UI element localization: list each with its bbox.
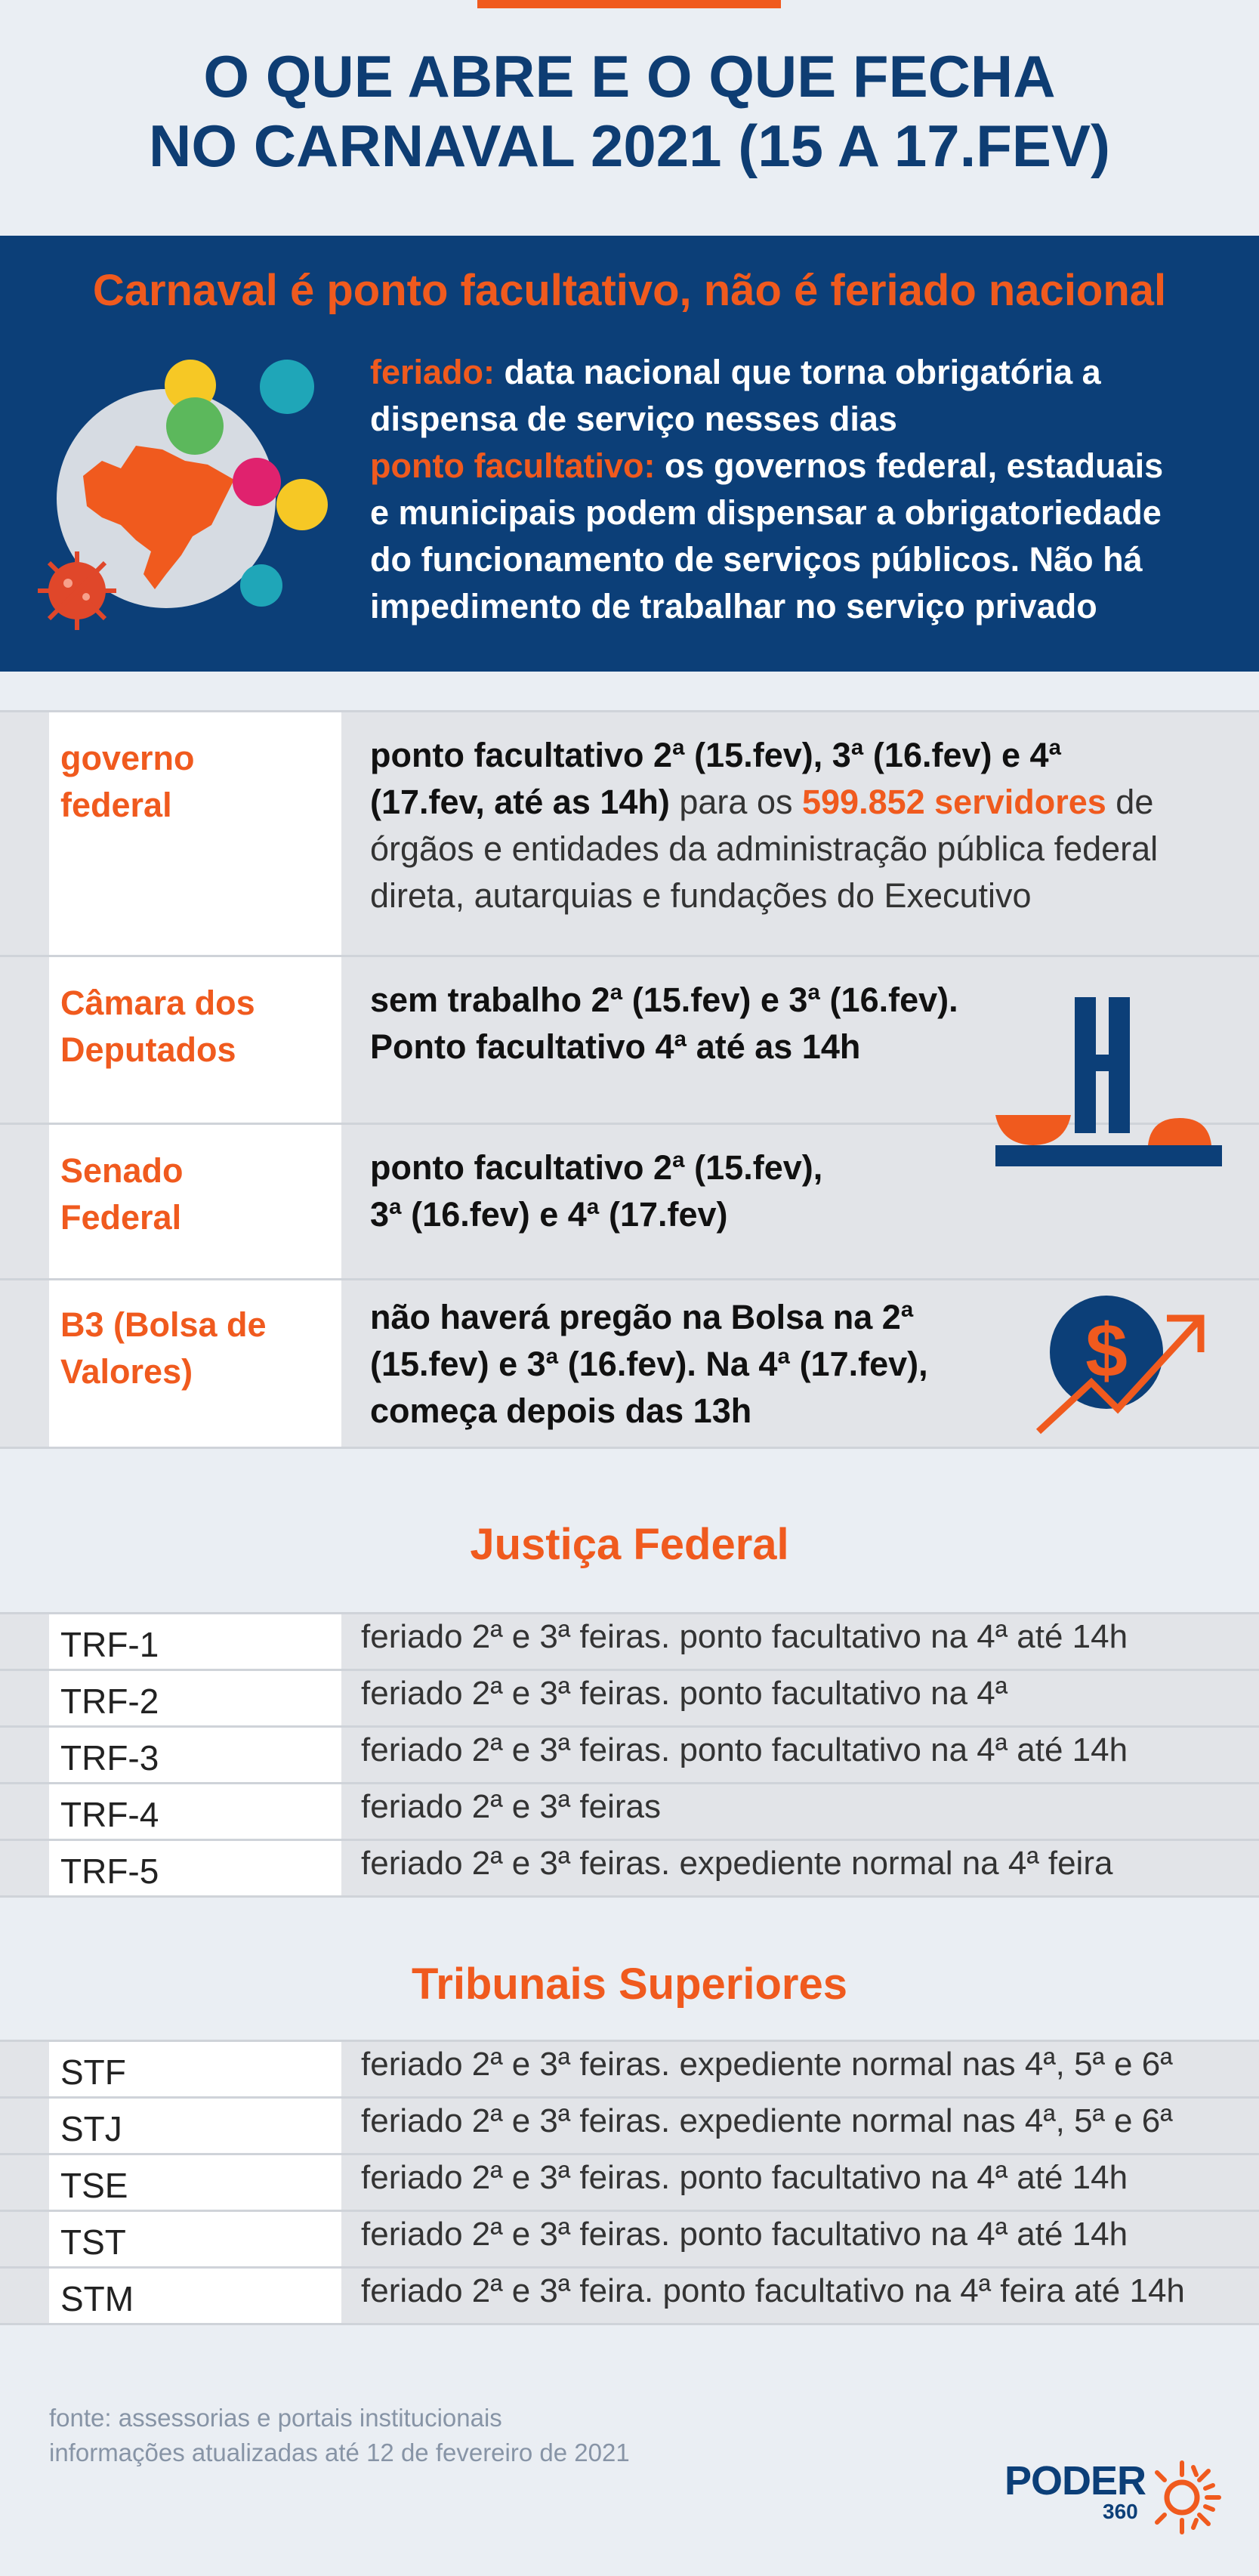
court-description: feriado 2ª e 3ª feiras. expediente normal nas 4ª, 5ª e 6ª bbox=[361, 2046, 1173, 2083]
tribunais-superiores-table bbox=[0, 2040, 1259, 2325]
court-name: TRF-2 bbox=[60, 1682, 159, 1721]
institution-description bbox=[370, 1144, 822, 1238]
court-row bbox=[0, 2042, 1259, 2099]
court-description: feriado 2ª e 3ª feiras. expediente normal na 4ª feira bbox=[361, 1845, 1113, 1882]
desc-text: de bbox=[1106, 783, 1154, 821]
justica-federal-table bbox=[0, 1612, 1259, 1898]
dollar-growth-icon bbox=[1031, 1292, 1220, 1443]
label-line: Senado bbox=[60, 1151, 184, 1190]
updated-note: informações atualizadas até 12 de fevereiro de 2021 bbox=[49, 2439, 630, 2466]
court-description: feriado 2ª e 3ª feiras. ponto facultativo na 4ª até 14h bbox=[361, 1618, 1128, 1655]
court-row bbox=[0, 1614, 1259, 1671]
institution-row-governo bbox=[0, 710, 1259, 955]
court-row bbox=[0, 2099, 1259, 2155]
title-line-1: O QUE ABRE E O QUE FECHA bbox=[203, 43, 1056, 110]
court-description: feriado 2ª e 3ª feira. ponto facultativo na 4ª feira até 14h bbox=[361, 2272, 1185, 2309]
desc-line: sem trabalho 2ª (15.fev) e 3ª (16.fev). bbox=[370, 981, 958, 1019]
banner-definitions bbox=[370, 349, 1231, 630]
label-line: Federal bbox=[60, 1198, 182, 1237]
tribunais-superiores-title: Tribunais Superiores bbox=[412, 1960, 847, 2009]
court-description: feriado 2ª e 3ª feiras. ponto facultativo na 4ª até 14h bbox=[361, 1731, 1128, 1768]
institution-label bbox=[60, 1147, 184, 1241]
footer bbox=[49, 2401, 630, 2470]
institution-description bbox=[370, 977, 958, 1070]
page-title bbox=[0, 42, 1259, 181]
court-row bbox=[0, 2212, 1259, 2269]
institution-label bbox=[60, 735, 195, 829]
top-accent-bar bbox=[477, 0, 781, 8]
court-row bbox=[0, 1728, 1259, 1784]
court-row bbox=[0, 2269, 1259, 2325]
desc-line: ponto facultativo 2ª (15.fev), bbox=[370, 1148, 823, 1187]
court-name: TSE bbox=[60, 2166, 128, 2205]
pf-def-3: do funcionamento de serviços públicos. Não há bbox=[370, 540, 1143, 579]
desc-line: não haverá pregão na Bolsa na 2ª bbox=[370, 1298, 914, 1336]
label-line: B3 (Bolsa de bbox=[60, 1305, 267, 1344]
desc-text: para os bbox=[669, 783, 802, 821]
institution-description bbox=[370, 1294, 928, 1435]
institution-description bbox=[370, 732, 1158, 919]
desc-line: Ponto facultativo 4ª até as 14h bbox=[370, 1027, 861, 1066]
desc-line: órgãos e entidades da administração pública federal bbox=[370, 829, 1159, 868]
desc-bold: (17.fev, até as 14h) bbox=[370, 783, 670, 821]
desc-line: 3ª (16.fev) e 4ª (17.fev) bbox=[370, 1195, 728, 1234]
feriado-def-1: data nacional que torna obrigatória a bbox=[495, 353, 1101, 391]
court-row bbox=[0, 1841, 1259, 1898]
pf-def-2: e municipais podem dispensar a obrigatoriedade bbox=[370, 493, 1162, 532]
court-name: STJ bbox=[60, 2109, 122, 2148]
label-line: Câmara dos bbox=[60, 984, 255, 1022]
court-name: STF bbox=[60, 2052, 126, 2092]
poder360-logo bbox=[1004, 2458, 1231, 2541]
sun-logo-icon bbox=[1148, 2460, 1224, 2535]
court-description: feriado 2ª e 3ª feiras bbox=[361, 1788, 662, 1825]
court-name: TST bbox=[60, 2222, 126, 2262]
logo-number: 360 bbox=[1103, 2500, 1138, 2523]
court-name: TRF-1 bbox=[60, 1625, 159, 1664]
label-line: Valores) bbox=[60, 1352, 193, 1391]
court-row bbox=[0, 1671, 1259, 1728]
court-name: TRF-3 bbox=[60, 1738, 159, 1778]
court-name: TRF-5 bbox=[60, 1852, 159, 1891]
label-line: governo bbox=[60, 739, 195, 777]
desc-line: ponto facultativo 2ª (15.fev), 3ª (16.fev) e 4ª bbox=[370, 736, 1062, 774]
pf-def-4: impedimento de trabalhar no serviço privado bbox=[370, 587, 1097, 625]
label-line: federal bbox=[60, 786, 172, 824]
svg-text:$: $ bbox=[1085, 1308, 1128, 1393]
court-description: feriado 2ª e 3ª feiras. expediente normal nas 4ª, 5ª e 6ª bbox=[361, 2102, 1173, 2139]
label-line: Deputados bbox=[60, 1030, 236, 1069]
title-line-2: NO CARNAVAL 2021 (15 A 17.FEV) bbox=[149, 113, 1110, 179]
pf-def-1: os governos federal, estaduais bbox=[655, 446, 1164, 485]
desc-line: direta, autarquias e fundações do Executivo bbox=[370, 876, 1032, 915]
court-description: feriado 2ª e 3ª feiras. ponto facultativo na 4ª bbox=[361, 1675, 1008, 1712]
desc-line: começa depois das 13h bbox=[370, 1391, 752, 1430]
pf-term: ponto facultativo: bbox=[370, 446, 656, 485]
servidores-highlight: 599.852 servidores bbox=[801, 783, 1106, 821]
justica-federal-title: Justiça Federal bbox=[470, 1520, 789, 1569]
desc-line: (15.fev) e 3ª (16.fev). Na 4ª (17.fev), bbox=[370, 1345, 928, 1383]
court-name: STM bbox=[60, 2279, 134, 2318]
institution-label bbox=[60, 980, 255, 1073]
source-note: fonte: assessorias e portais institucionais bbox=[49, 2404, 502, 2432]
court-row bbox=[0, 1784, 1259, 1841]
court-description: feriado 2ª e 3ª feiras. ponto facultativo na 4ª até 14h bbox=[361, 2159, 1128, 2196]
brazil-map-icon bbox=[30, 347, 347, 650]
banner-heading: Carnaval é ponto facultativo, não é feriado nacional bbox=[92, 266, 1167, 315]
court-name: TRF-4 bbox=[60, 1795, 159, 1834]
feriado-term: feriado: bbox=[370, 353, 495, 391]
institution-label bbox=[60, 1302, 267, 1395]
feriado-def-2: dispensa de serviço nesses dias bbox=[370, 400, 897, 438]
virus-icon bbox=[38, 551, 116, 630]
court-description: feriado 2ª e 3ª feiras. ponto facultativo na 4ª até 14h bbox=[361, 2216, 1128, 2253]
logo-word: PODER bbox=[1004, 2458, 1146, 2503]
congress-building-icon bbox=[989, 997, 1231, 1178]
court-row bbox=[0, 2155, 1259, 2212]
